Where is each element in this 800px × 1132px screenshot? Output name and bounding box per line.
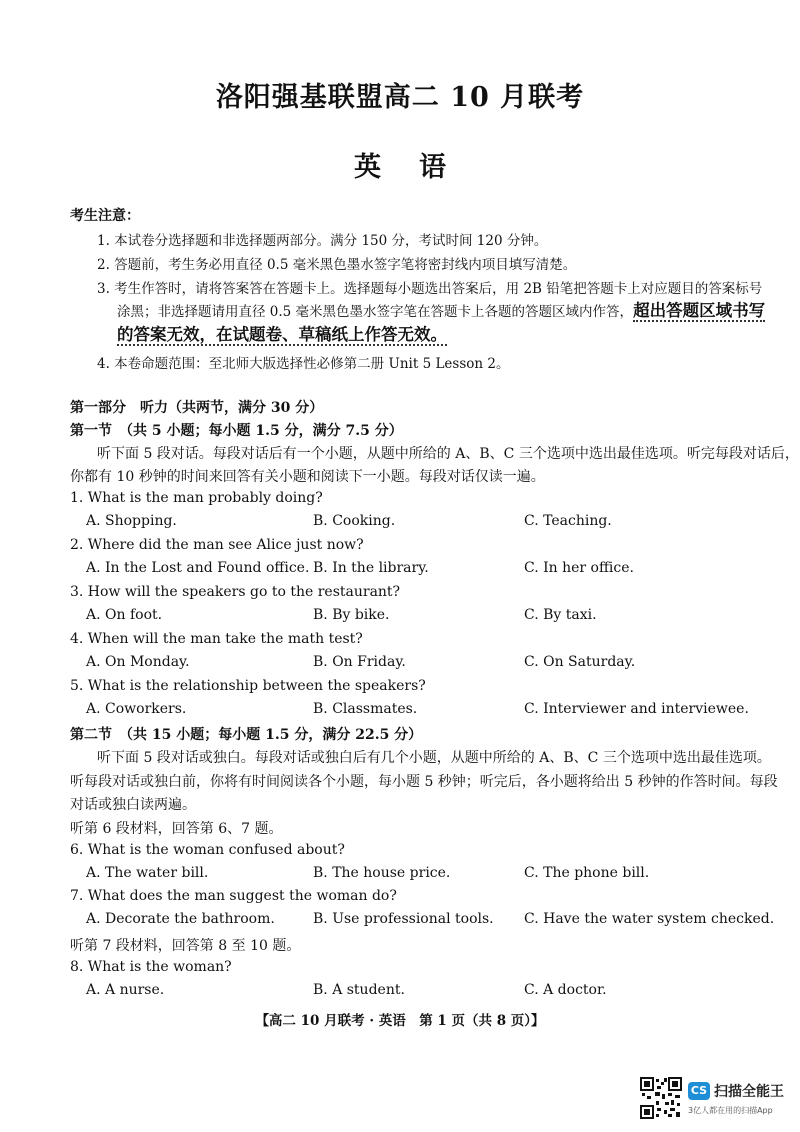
material-6-instruction: 听第 6 段材料，回答第 6、7 题。 xyxy=(70,821,283,837)
section2-instruction-line-1: 听下面 5 段对话或独白。每段对话或独白后有几个小题，从题中所给的 A、B、C 三个选项中选出最佳选项。 xyxy=(97,750,771,766)
section1-instruction-line-1: 听下面 5 段对话。每段对话后有一个小题，从题中所给的 A、B、C 三个选项中选出最佳选项。听完每段对话后， xyxy=(97,446,799,462)
notice-item-3-line-3: 的答案无效，在试题卷、草稿纸上作答无效。 xyxy=(117,325,447,344)
notice-item-1: 1. 本试卷分选择题和非选择题两部分。满分 150 分，考试时间 120 分钟。 xyxy=(97,233,548,249)
page-footer: 【高二 10 月联考 · 英语 第 1 页（共 8 页）】 xyxy=(255,1013,545,1029)
notice-item-3-emphasis: 超出答题区域书写 xyxy=(633,301,766,320)
camscanner-logo-icon: CS xyxy=(688,1082,710,1100)
option-7c: C. Have the water system checked. xyxy=(524,911,775,927)
option-2c: C. In her office. xyxy=(524,560,634,576)
camscanner-brand: 扫描全能王 xyxy=(714,1084,784,1100)
notice-item-3-line-1: 3. 考生作答时，请将答案答在答题卡上。选择题每小题选出答案后，用 2B 铅笔把答题卡上对应题目的答案标号 xyxy=(97,281,763,297)
option-5a: A. Coworkers. xyxy=(86,701,187,717)
option-7a: A. Decorate the bathroom. xyxy=(86,911,275,927)
option-6c: C. The phone bill. xyxy=(524,865,650,881)
option-6b: B. The house price. xyxy=(313,865,451,881)
option-1c: C. Teaching. xyxy=(524,513,612,529)
option-4b: B. On Friday. xyxy=(313,654,406,670)
notice-item-3-line-2a: 涂黑；非选择题请用直径 0.5 毫米黑色墨水签字笔在答题卡上各题的答题区域内作答， xyxy=(117,304,634,320)
option-5b: B. Classmates. xyxy=(313,701,418,717)
option-8a: A. A nurse. xyxy=(86,982,165,998)
option-1a: A. Shopping. xyxy=(86,513,177,529)
option-1b: B. Cooking. xyxy=(313,513,396,529)
notice-item-2: 2. 答题前，考生务必用直径 0.5 毫米黑色墨水签字笔将密封线内项目填写清楚。 xyxy=(97,257,577,273)
notice-item-3-line-2 xyxy=(117,297,765,321)
option-4c: C. On Saturday. xyxy=(524,654,636,670)
option-3a: A. On foot. xyxy=(86,607,163,623)
material-7-instruction: 听第 7 段材料，回答第 8 至 10 题。 xyxy=(70,938,301,954)
option-6a: A. The water bill. xyxy=(86,865,209,881)
option-2b: B. In the library. xyxy=(313,560,429,576)
option-8c: C. A doctor. xyxy=(524,982,607,998)
option-8b: B. A student. xyxy=(313,982,405,998)
section2-instruction-line-3: 对话或独白读两遍。 xyxy=(70,797,196,813)
question-3: 3. How will the speakers go to the restaurant? xyxy=(70,584,401,600)
camscanner-tagline: 3亿人都在用的扫描App xyxy=(688,1106,773,1115)
qr-code-icon xyxy=(640,1077,682,1119)
notice-heading: 考生注意： xyxy=(70,208,140,224)
question-6: 6. What is the woman confused about? xyxy=(70,842,345,858)
option-4a: A. On Monday. xyxy=(86,654,190,670)
option-7b: B. Use professional tools. xyxy=(313,911,494,927)
question-8: 8. What is the woman? xyxy=(70,959,232,975)
option-3b: B. By bike. xyxy=(313,607,390,623)
option-2a: A. In the Lost and Found office. xyxy=(86,560,310,576)
part1-heading: 第一部分 听力（共两节，满分 30 分） xyxy=(70,400,324,416)
section1-instruction-line-2: 你都有 10 秒钟的时间来回答有关小题和阅读下一小题。每段对话仅读一遍。 xyxy=(70,469,545,485)
question-7: 7. What does the man suggest the woman do? xyxy=(70,888,397,904)
section1-heading: 第一节 （共 5 小题；每小题 1.5 分，满分 7.5 分） xyxy=(70,423,403,439)
question-1: 1. What is the man probably doing? xyxy=(70,490,323,506)
question-4: 4. When will the man take the math test? xyxy=(70,631,363,647)
option-5c: C. Interviewer and interviewee. xyxy=(524,701,749,717)
question-2: 2. Where did the man see Alice just now? xyxy=(70,537,364,553)
notice-item-4: 4. 本卷命题范围：至北师大版选择性必修第二册 Unit 5 Lesson 2。 xyxy=(97,356,510,372)
exam-title: 洛阳强基联盟高二 10 月联考 xyxy=(215,82,585,113)
option-3c: C. By taxi. xyxy=(524,607,597,623)
section2-heading: 第二节 （共 15 小题；每小题 1.5 分，满分 22.5 分） xyxy=(70,727,423,743)
subject-title: 英语 xyxy=(354,152,484,183)
section2-instruction-line-2: 听每段对话或独白前，你将有时间阅读各个小题，每小题 5 秒钟；听完后，各小题将给出 5 秒钟的作答时间。每段 xyxy=(70,774,778,790)
question-5: 5. What is the relationship between the speakers? xyxy=(70,678,426,694)
